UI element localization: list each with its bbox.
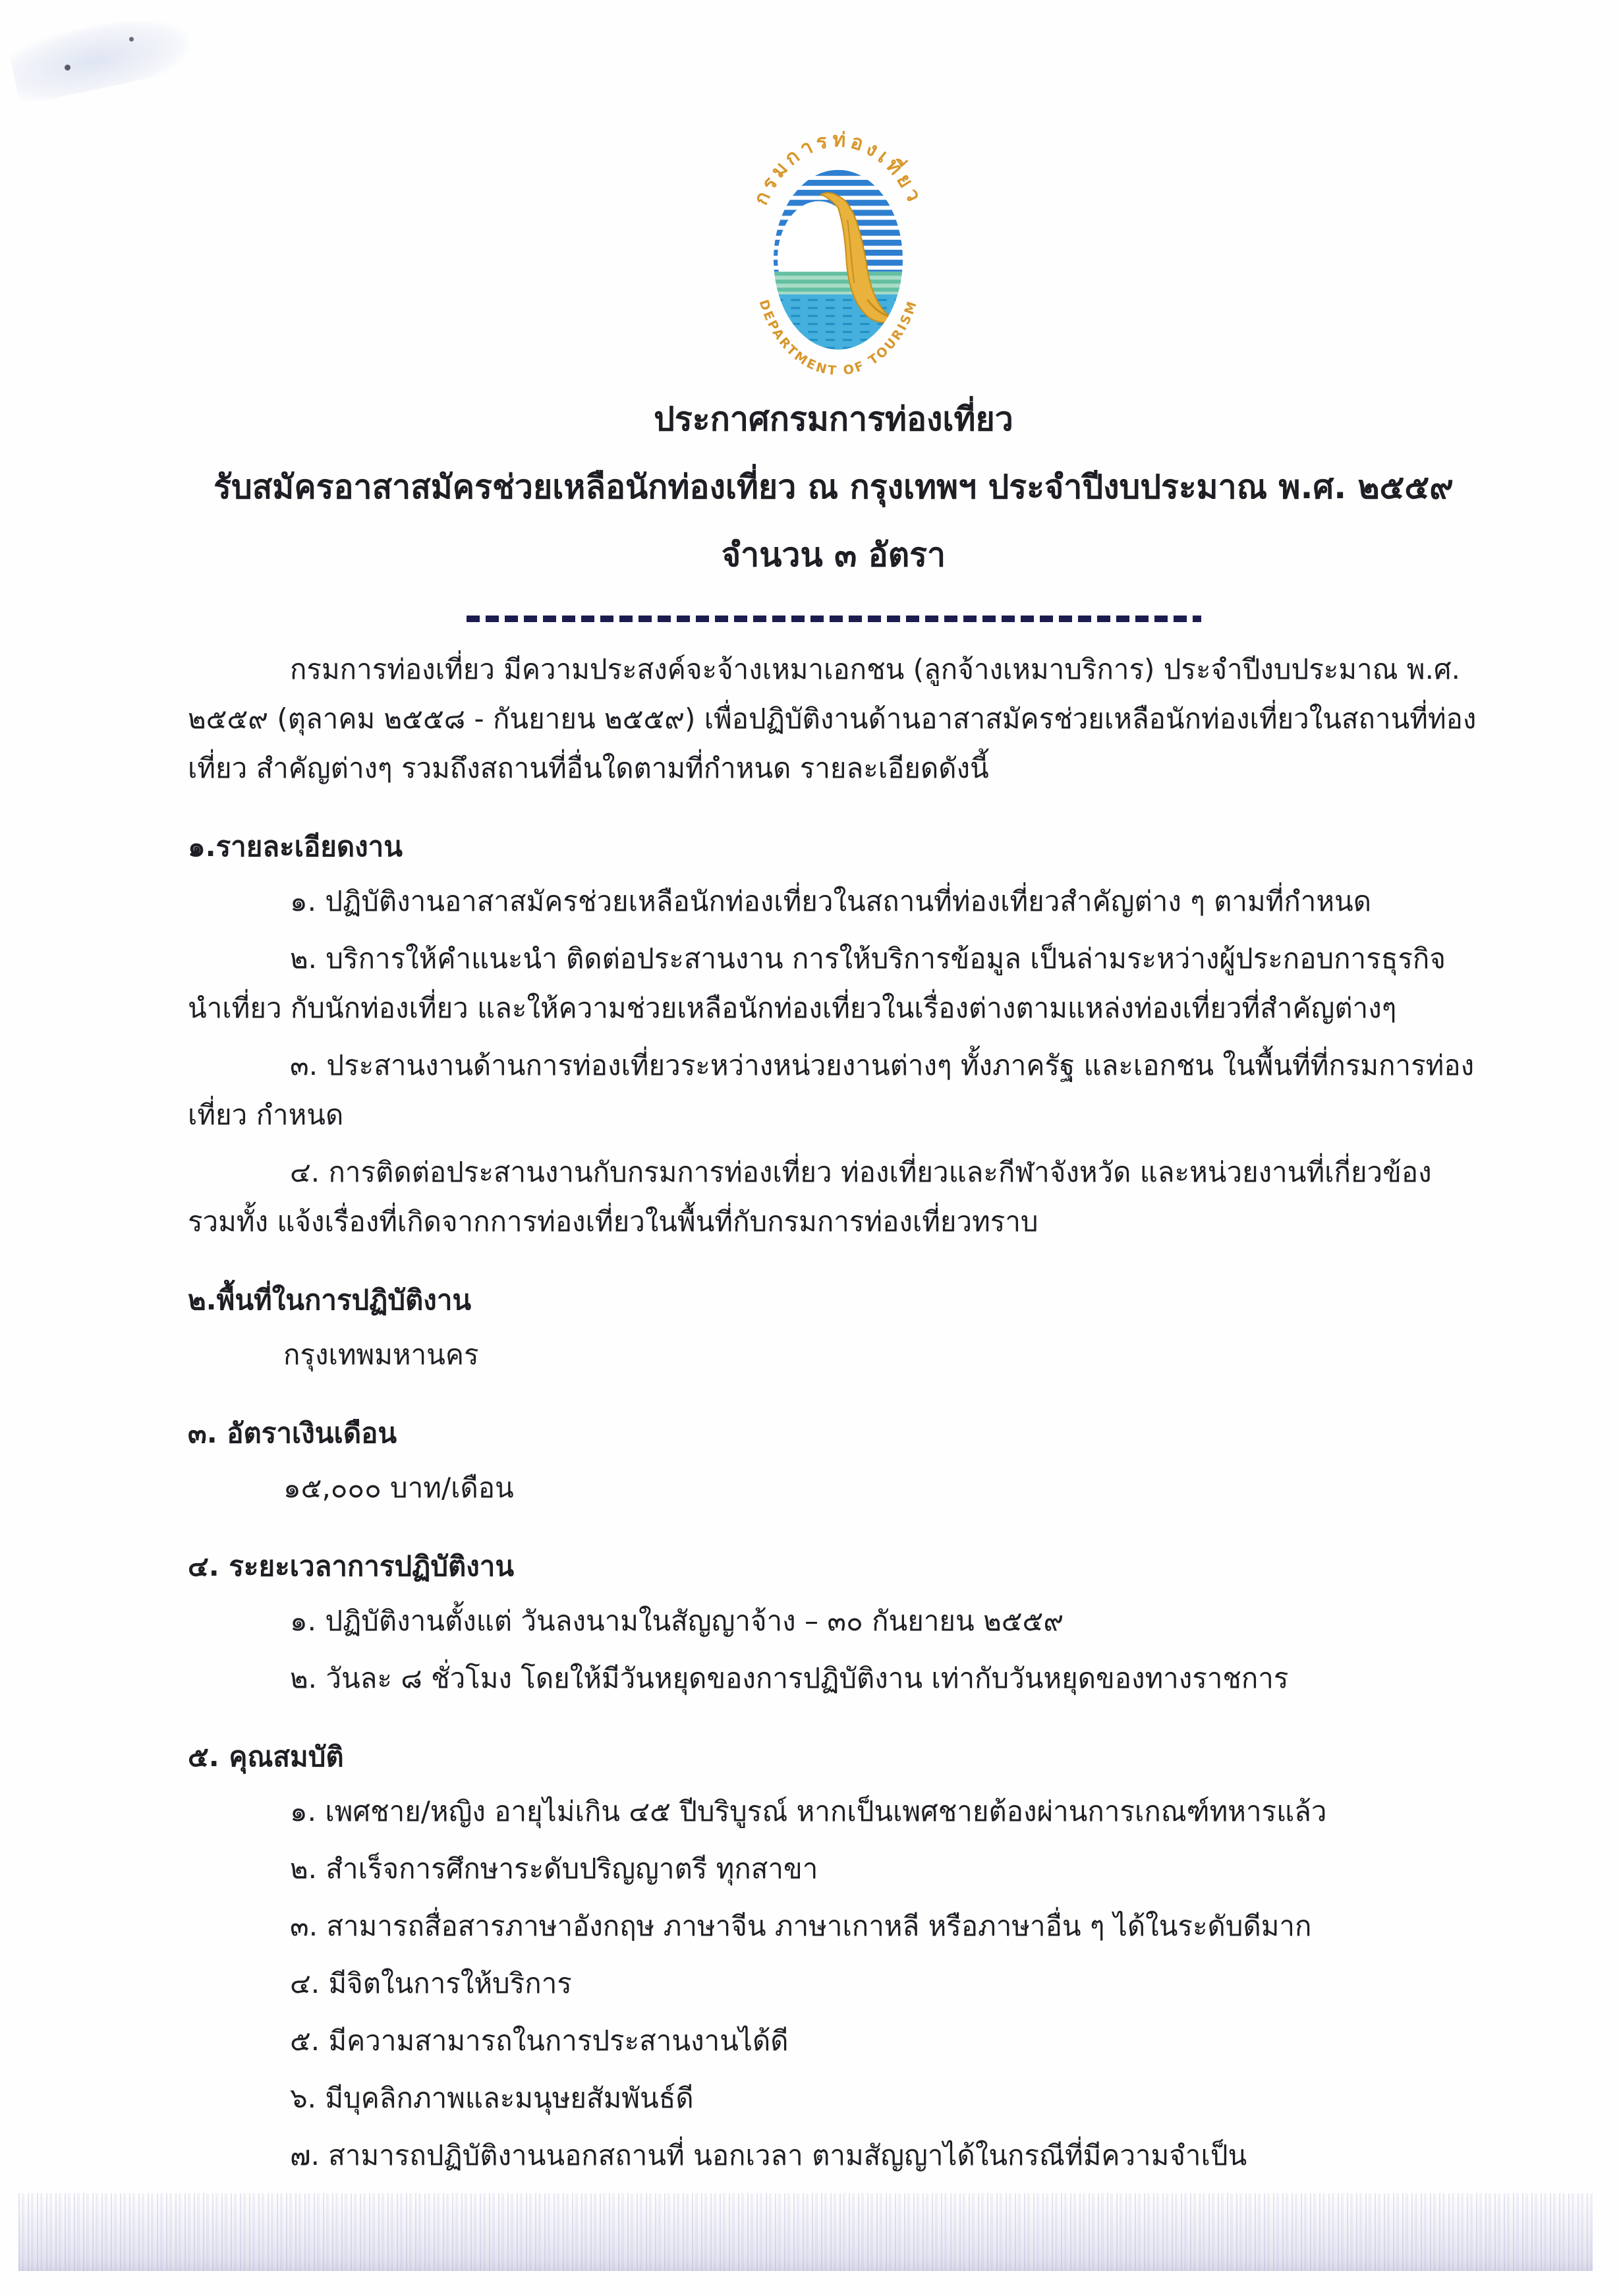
section-salary (188, 1408, 1479, 1512)
scan-dot-artifact (65, 65, 71, 71)
separator-line (467, 616, 1201, 622)
logo-oval (774, 170, 903, 351)
scan-dot-artifact (129, 37, 134, 42)
section-job-details (188, 822, 1479, 1246)
intro-paragraph: กรมการท่องเที่ยว มีความประสงค์จะจ้างเหมาเอกชน (ลูกจ้างเหมาบริการ) ประจำปีงบประมาณ พ.ศ. ๒๕๕๙ (ตุลาคม ๒๕๕๘ - กันยายน ๒๕๕๙) เพื่อปฏิบัติงานด้านอาสาสมัครช่วยเหลือนักท่องเที่ยวในสถานที่ท่องเที่ยว สำคัญต่างๆ รวมถึงสถานที่อื่นใดตามที่กำหนด รายละเอียดดังนี้ (188, 653, 1477, 784)
list-item: ๑. เพศชาย/หญิง อายุไม่เกิน ๔๕ ปีบริบูรณ์ หากเป็นเพศชายต้องผ่านการเกณฑ์ทหารแล้ว (290, 1795, 1327, 1827)
list-item: ๑๕,๐๐๐ บาท/เดือน (283, 1472, 514, 1504)
document-body (188, 386, 1479, 2188)
section-heading: ๑.รายละเอียดงาน (188, 830, 403, 863)
list-item: ๔. มีจิตในการให้บริการ (290, 1967, 572, 1999)
section-heading: ๔. ระยะเวลาการปฏิบัติงาน (188, 1550, 515, 1582)
section-work-area (188, 1275, 1479, 1379)
list-item: ๖. มีบุคลิกภาพและมนุษยสัมพันธ์ดี (290, 2082, 694, 2114)
list-item: ๑. ปฏิบัติงานอาสาสมัครช่วยเหลือนักท่องเที่ยวในสถานที่ท่องเที่ยวสำคัญต่าง ๆ ตามที่กำหนด (290, 885, 1372, 917)
announcement-vacancy-count: จำนวน ๓ อัตรา (721, 536, 946, 574)
list-item: ๓. ประสานงานด้านการท่องเที่ยวระหว่างหน่วยงานต่างๆ ทั้งภาครัฐ และเอกชน ในพื้นที่ที่กรมการท่องเที่ยว กำหนด (188, 1049, 1475, 1131)
scan-smudge-artifact (7, 7, 194, 105)
section-work-period (188, 1541, 1479, 1703)
section-heading: ๕. คุณสมบัติ (188, 1740, 344, 1773)
section-qualifications (188, 1732, 1479, 2180)
list-item: ๗. สามารถปฏิบัติงานนอกสถานที่ นอกเวลา ตามสัญญาได้ในกรณีที่มีความจำเป็น (290, 2139, 1247, 2171)
list-item: ๒. บริการให้คำแนะนำ ติดต่อประสานงาน การให้บริการข้อมูล เป็นล่ามระหว่างผู้ประกอบการธุรกิจนำเที่ยว กับนักท่องเที่ยว และให้ความช่วยเหลือนักท่องเที่ยวในเรื่องต่างตามแหล่งท่องเที่ยวที่สำคัญต่างๆ (188, 942, 1446, 1024)
announcement-title: ประกาศกรมการท่องเที่ยว (654, 400, 1013, 438)
announcement-subtitle: รับสมัครอาสาสมัครช่วยเหลือนักท่องเที่ยว ณ กรุงเทพฯ ประจำปีงบประมาณ พ.ศ. ๒๕๕๙ (213, 468, 1454, 506)
list-item: ๑. ปฏิบัติงานตั้งแต่ วันลงนามในสัญญาจ้าง – ๓๐ กันยายน ๒๕๕๙ (290, 1605, 1064, 1637)
logo-green-band (774, 272, 903, 294)
scan-artifact-band (18, 2193, 1593, 2271)
logo-bottom-arc-text: DEPARTMENT OF TOURISM (756, 297, 921, 379)
section-heading: ๒.พื้นที่ในการปฏิบัติงาน (188, 1284, 472, 1316)
title-block (188, 386, 1479, 589)
department-of-tourism-logo (737, 120, 944, 386)
list-item: ๔. การติดต่อประสานงานกับกรมการท่องเที่ยว ท่องเที่ยวและกีฬาจังหวัด และหน่วยงานที่เกี่ยวข้อง รวมทั้ง แจ้งเรื่องที่เกิดจากการท่องเที่ยวในพื้นที่กับกรมการท่องเที่ยวทราบ (188, 1156, 1432, 1238)
section-heading: ๓. อัตราเงินเดือน (188, 1417, 397, 1449)
logo-top-arc-text: กรมการท่องเที่ยว (749, 128, 927, 209)
list-item: ๓. สามารถสื่อสารภาษาอังกฤษ ภาษาจีน ภาษาเกาหลี หรือภาษาอื่น ๆ ได้ในระดับดีมาก (290, 1910, 1312, 1942)
list-item: ๕. มีความสามารถในการประสานงานได้ดี (290, 2024, 789, 2057)
list-item: กรุงเทพมหานคร (283, 1338, 479, 1371)
list-item: ๒. สำเร็จการศึกษาระดับปริญญาตรี ทุกสาขา (290, 1852, 818, 1885)
list-item: ๒. วันละ ๘ ชั่วโมง โดยให้มีวันหยุดของการปฏิบัติงาน เท่ากับวันหยุดของทางราชการ (290, 1662, 1289, 1694)
